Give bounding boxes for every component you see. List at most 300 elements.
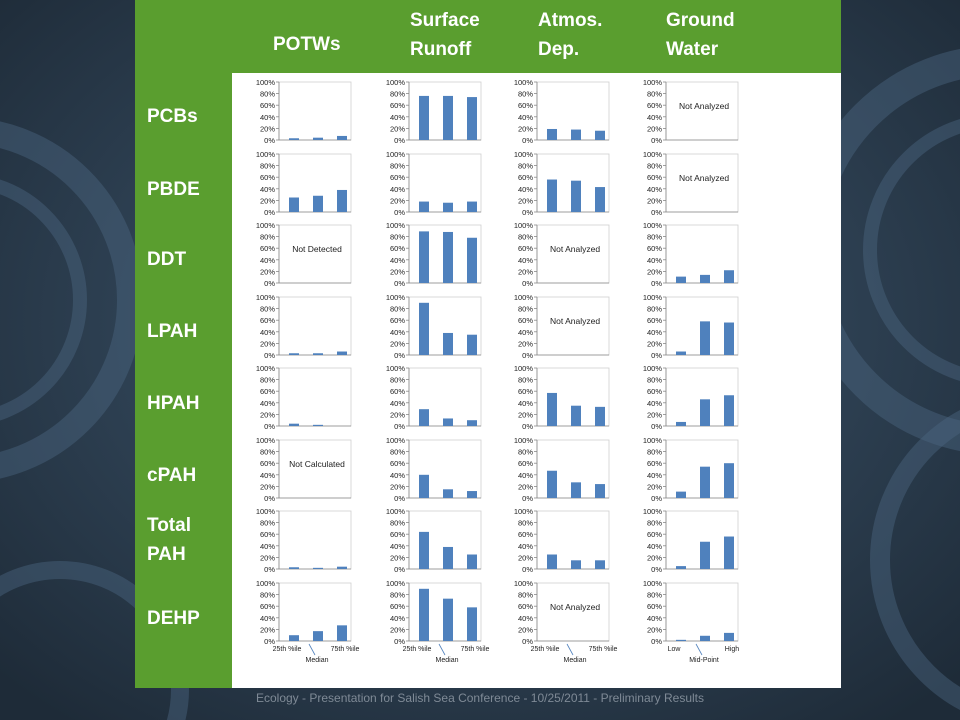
y-tick-label: 0% — [651, 136, 662, 145]
y-tick-label: 100% — [642, 364, 662, 373]
panel-total-pah-potws — [256, 507, 351, 574]
bar — [467, 555, 477, 570]
y-tick-label: 60% — [389, 387, 405, 397]
y-tick-label: 100% — [513, 507, 533, 516]
y-tick-label: 20% — [646, 625, 662, 635]
y-tick-label: 20% — [259, 625, 275, 635]
y-tick-label: 40% — [389, 541, 405, 551]
plot-frame — [279, 225, 351, 283]
y-tick-label: 20% — [389, 482, 405, 492]
panel-hpah-atmos-dep — [514, 364, 609, 431]
bar — [676, 352, 686, 355]
y-tick-label: 60% — [517, 530, 533, 540]
y-tick-label: 80% — [389, 89, 405, 99]
bar — [443, 418, 453, 426]
y-tick-label: 60% — [259, 316, 275, 326]
bar — [724, 323, 734, 355]
bar — [313, 196, 323, 212]
y-tick-label: 80% — [389, 304, 405, 314]
y-tick-label: 40% — [646, 470, 662, 480]
y-tick-label: 40% — [646, 255, 662, 265]
y-tick-label: 80% — [389, 232, 405, 242]
y-tick-label: 40% — [389, 470, 405, 480]
bar — [676, 566, 686, 569]
y-tick-label: 100% — [255, 150, 275, 159]
bar — [467, 335, 477, 355]
bar — [289, 138, 299, 140]
bar — [595, 407, 605, 426]
panel-ddt-atmos-dep — [514, 221, 609, 288]
y-tick-label: 60% — [646, 530, 662, 540]
y-tick-label: 0% — [522, 279, 533, 288]
bar — [571, 181, 581, 212]
y-tick-label: 60% — [389, 459, 405, 469]
y-tick-label: 100% — [255, 78, 275, 87]
panel-cpah-ground-water — [643, 436, 738, 503]
y-tick-label: 0% — [651, 494, 662, 503]
y-tick-label: 80% — [646, 590, 662, 600]
bar — [571, 482, 581, 498]
x-label-middle: Median — [563, 657, 587, 664]
panel-dehp-ground-water — [643, 579, 738, 646]
y-tick-label: 60% — [259, 101, 275, 111]
bar — [313, 568, 323, 569]
y-tick-label: 100% — [513, 78, 533, 87]
y-tick-label: 80% — [517, 447, 533, 457]
plot-frame — [666, 154, 738, 212]
y-tick-label: 100% — [513, 364, 533, 373]
y-tick-label: 100% — [385, 579, 405, 588]
y-tick-label: 40% — [517, 470, 533, 480]
y-tick-label: 20% — [259, 196, 275, 206]
y-tick-label: 80% — [259, 447, 275, 457]
y-tick-label: 40% — [259, 255, 275, 265]
y-tick-label: 60% — [646, 316, 662, 326]
bar — [289, 567, 299, 569]
bar — [313, 353, 323, 355]
plot-frame — [279, 368, 351, 426]
y-tick-label: 40% — [517, 327, 533, 337]
y-tick-label: 20% — [646, 482, 662, 492]
panel-cpah-potws — [256, 436, 351, 503]
y-tick-label: 60% — [517, 316, 533, 326]
bar — [676, 492, 686, 498]
y-tick-label: 40% — [389, 112, 405, 122]
y-tick-label: 60% — [389, 244, 405, 254]
bar — [724, 270, 734, 283]
y-tick-label: 100% — [642, 436, 662, 445]
y-tick-label: 40% — [646, 613, 662, 623]
panel-lpah-atmos-dep — [514, 293, 609, 360]
y-tick-label: 100% — [255, 436, 275, 445]
bar — [419, 532, 429, 569]
y-tick-label: 0% — [522, 565, 533, 574]
y-tick-label: 40% — [389, 398, 405, 408]
y-tick-label: 60% — [389, 173, 405, 183]
y-tick-label: 0% — [264, 494, 275, 503]
y-tick-label: 0% — [522, 494, 533, 503]
y-tick-label: 100% — [642, 221, 662, 230]
y-tick-label: 60% — [389, 101, 405, 111]
bar — [571, 406, 581, 426]
bar — [676, 422, 686, 426]
y-tick-label: 80% — [646, 161, 662, 171]
row-header-total-pah: Total PAH — [147, 515, 191, 565]
panel-total-pah-atmos-dep — [514, 507, 609, 574]
x-label-left: 25th %ile — [402, 646, 432, 653]
y-tick-label: 80% — [517, 161, 533, 171]
y-tick-label: 80% — [646, 518, 662, 528]
y-tick-label: 20% — [646, 339, 662, 349]
y-tick-label: 20% — [389, 196, 405, 206]
panel-cpah-atmos-dep — [514, 436, 609, 503]
bar — [419, 96, 429, 140]
y-tick-label: 60% — [517, 101, 533, 111]
y-tick-label: 0% — [522, 136, 533, 145]
y-tick-label: 40% — [389, 327, 405, 337]
panel-pbde-potws — [256, 150, 351, 217]
bar — [467, 238, 477, 283]
y-tick-label: 100% — [385, 293, 405, 302]
y-tick-label: 20% — [389, 339, 405, 349]
panel-lpah-potws — [256, 293, 351, 360]
y-tick-label: 20% — [646, 124, 662, 134]
y-tick-label: 40% — [646, 112, 662, 122]
x-label-middle: Mid-Point — [689, 657, 719, 664]
y-tick-label: 20% — [259, 124, 275, 134]
y-tick-label: 100% — [385, 150, 405, 159]
bar — [443, 489, 453, 498]
y-tick-label: 80% — [259, 518, 275, 528]
y-tick-label: 80% — [259, 161, 275, 171]
y-tick-label: 80% — [259, 232, 275, 242]
y-tick-label: 0% — [394, 494, 405, 503]
y-tick-label: 0% — [651, 422, 662, 431]
y-tick-label: 20% — [389, 124, 405, 134]
y-tick-label: 20% — [259, 553, 275, 563]
y-tick-label: 100% — [513, 436, 533, 445]
y-tick-label: 0% — [394, 422, 405, 431]
y-tick-label: 100% — [255, 507, 275, 516]
panel-note: Not Analyzed — [678, 101, 730, 111]
y-tick-label: 0% — [651, 208, 662, 217]
panel-dehp-atmos-dep — [514, 579, 609, 646]
plot-frame — [537, 583, 609, 641]
y-tick-label: 20% — [389, 625, 405, 635]
x-axis-legend-surface-runoff — [403, 644, 490, 664]
y-tick-label: 20% — [517, 124, 533, 134]
panel-note: Not Analyzed — [549, 244, 601, 254]
panel-note: Not Analyzed — [549, 602, 601, 612]
bar — [547, 393, 557, 426]
y-tick-label: 100% — [513, 150, 533, 159]
panel-pcbs-atmos-dep — [514, 78, 609, 145]
x-label-left: 25th %ile — [272, 646, 302, 653]
y-tick-label: 20% — [646, 553, 662, 563]
y-tick-label: 60% — [259, 387, 275, 397]
y-tick-label: 40% — [517, 184, 533, 194]
x-label-left: 25th %ile — [530, 646, 560, 653]
y-tick-label: 100% — [642, 150, 662, 159]
y-tick-label: 40% — [259, 184, 275, 194]
plot-frame — [279, 297, 351, 355]
y-tick-label: 80% — [517, 518, 533, 528]
y-tick-label: 40% — [646, 184, 662, 194]
x-label-middle: Median — [305, 657, 329, 664]
y-tick-label: 60% — [646, 101, 662, 111]
y-tick-label: 60% — [259, 173, 275, 183]
bar — [419, 303, 429, 355]
y-tick-label: 20% — [259, 339, 275, 349]
y-tick-label: 40% — [259, 398, 275, 408]
y-tick-label: 60% — [259, 244, 275, 254]
y-tick-label: 40% — [646, 327, 662, 337]
y-tick-label: 40% — [517, 112, 533, 122]
plot-frame — [666, 583, 738, 641]
panel-dehp-surface-runoff — [386, 579, 481, 646]
y-tick-label: 80% — [389, 447, 405, 457]
y-tick-label: 60% — [646, 602, 662, 612]
x-label-middle: Median — [435, 657, 459, 664]
y-tick-label: 80% — [389, 161, 405, 171]
y-tick-label: 80% — [389, 590, 405, 600]
panel-note: Not Detected — [292, 244, 342, 254]
panel-cpah-surface-runoff — [386, 436, 481, 503]
y-tick-label: 60% — [646, 459, 662, 469]
bar — [337, 136, 347, 140]
bar — [419, 231, 429, 283]
y-tick-label: 80% — [259, 89, 275, 99]
y-tick-label: 60% — [517, 602, 533, 612]
y-tick-label: 20% — [646, 267, 662, 277]
y-tick-label: 60% — [259, 459, 275, 469]
y-tick-label: 60% — [517, 387, 533, 397]
y-tick-label: 0% — [651, 351, 662, 360]
y-tick-label: 100% — [385, 507, 405, 516]
bar — [700, 275, 710, 283]
y-tick-label: 40% — [646, 541, 662, 551]
bar — [443, 203, 453, 212]
y-tick-label: 40% — [517, 541, 533, 551]
y-tick-label: 100% — [255, 221, 275, 230]
panel-total-pah-ground-water — [643, 507, 738, 574]
bar — [419, 202, 429, 212]
row-header-hpah: HPAH — [147, 393, 200, 414]
bar — [595, 560, 605, 569]
y-tick-label: 20% — [517, 267, 533, 277]
y-tick-label: 80% — [259, 375, 275, 385]
plot-frame — [537, 297, 609, 355]
y-tick-label: 60% — [389, 602, 405, 612]
bar — [443, 96, 453, 140]
y-tick-label: 40% — [646, 398, 662, 408]
y-tick-label: 80% — [259, 304, 275, 314]
bar — [443, 333, 453, 355]
bar — [467, 97, 477, 140]
y-tick-label: 0% — [394, 279, 405, 288]
y-tick-label: 80% — [646, 447, 662, 457]
y-tick-label: 80% — [517, 375, 533, 385]
y-tick-label: 40% — [389, 613, 405, 623]
y-tick-label: 80% — [646, 89, 662, 99]
column-header-ground-water: Ground Water — [666, 10, 735, 60]
panel-total-pah-surface-runoff — [386, 507, 481, 574]
y-tick-label: 80% — [517, 89, 533, 99]
x-axis-legend-ground-water — [668, 644, 740, 664]
y-tick-label: 80% — [389, 375, 405, 385]
y-tick-label: 80% — [646, 232, 662, 242]
plot-frame — [666, 82, 738, 140]
y-tick-label: 20% — [646, 410, 662, 420]
y-tick-label: 0% — [651, 279, 662, 288]
footer-text: Ecology - Presentation for Salish Sea Conference - 10/25/2011 - Preliminary Results — [255, 691, 704, 705]
bar — [443, 599, 453, 641]
panel-hpah-surface-runoff — [386, 364, 481, 431]
y-tick-label: 0% — [394, 351, 405, 360]
y-tick-label: 0% — [394, 565, 405, 574]
bar — [571, 560, 581, 569]
y-tick-label: 60% — [517, 173, 533, 183]
median-pointer-line — [696, 644, 702, 655]
y-tick-label: 40% — [259, 541, 275, 551]
bar — [595, 187, 605, 212]
y-tick-label: 40% — [259, 327, 275, 337]
bar — [700, 321, 710, 355]
row-header-lpah: LPAH — [147, 321, 198, 342]
bar — [289, 635, 299, 641]
y-tick-label: 100% — [385, 364, 405, 373]
panel-note: Not Calculated — [289, 459, 345, 469]
y-tick-label: 80% — [389, 518, 405, 528]
median-pointer-line — [567, 644, 573, 655]
bar — [419, 409, 429, 426]
y-tick-label: 60% — [517, 459, 533, 469]
y-tick-label: 20% — [259, 482, 275, 492]
bar — [724, 633, 734, 641]
panel-dehp-potws — [256, 579, 351, 646]
bar — [676, 640, 686, 641]
y-tick-label: 60% — [389, 530, 405, 540]
y-tick-label: 100% — [642, 293, 662, 302]
bar — [700, 636, 710, 641]
bar — [595, 131, 605, 140]
y-tick-label: 0% — [522, 351, 533, 360]
y-tick-label: 20% — [259, 410, 275, 420]
panel-pbde-ground-water — [643, 150, 738, 217]
plot-frame — [537, 225, 609, 283]
y-tick-label: 0% — [264, 565, 275, 574]
y-tick-label: 80% — [646, 304, 662, 314]
y-tick-label: 20% — [389, 553, 405, 563]
panel-ddt-ground-water — [643, 221, 738, 288]
bar — [313, 425, 323, 426]
panel-hpah-ground-water — [643, 364, 738, 431]
y-tick-label: 0% — [264, 136, 275, 145]
y-tick-label: 0% — [264, 637, 275, 646]
bar — [700, 467, 710, 498]
panel-ddt-surface-runoff — [386, 221, 481, 288]
bar — [313, 631, 323, 641]
y-tick-label: 60% — [259, 530, 275, 540]
y-tick-label: 80% — [646, 375, 662, 385]
y-tick-label: 100% — [255, 364, 275, 373]
y-tick-label: 100% — [513, 221, 533, 230]
y-tick-label: 20% — [389, 267, 405, 277]
panel-note: Not Analyzed — [549, 316, 601, 326]
panel-pbde-surface-runoff — [386, 150, 481, 217]
panel-pbde-atmos-dep — [514, 150, 609, 217]
bar — [419, 589, 429, 641]
y-tick-label: 0% — [522, 422, 533, 431]
y-tick-label: 40% — [259, 613, 275, 623]
row-header-dehp: DEHP — [147, 608, 200, 629]
y-tick-label: 80% — [259, 590, 275, 600]
y-tick-label: 100% — [385, 221, 405, 230]
y-tick-label: 60% — [646, 173, 662, 183]
y-tick-label: 20% — [517, 625, 533, 635]
y-tick-label: 40% — [517, 398, 533, 408]
plot-frame — [279, 82, 351, 140]
y-tick-label: 20% — [517, 339, 533, 349]
y-tick-label: 60% — [389, 316, 405, 326]
x-label-right: 75th %ile — [588, 646, 618, 653]
column-header-atmos-dep: Atmos. Dep. — [538, 10, 603, 60]
y-tick-label: 100% — [513, 293, 533, 302]
bar — [547, 555, 557, 570]
bar — [467, 607, 477, 641]
y-tick-label: 100% — [642, 507, 662, 516]
y-tick-label: 0% — [651, 565, 662, 574]
bar — [289, 198, 299, 213]
bar — [467, 420, 477, 426]
column-header-surface-runoff: Surface Runoff — [410, 10, 480, 60]
y-tick-label: 100% — [642, 78, 662, 87]
column-header-potws: POTWs — [273, 34, 341, 55]
bar — [595, 484, 605, 498]
bar — [313, 138, 323, 140]
y-tick-label: 100% — [385, 78, 405, 87]
plot-frame — [279, 511, 351, 569]
panel-hpah-potws — [256, 364, 351, 431]
y-tick-label: 100% — [385, 436, 405, 445]
bar — [289, 424, 299, 426]
x-label-right: High — [724, 646, 740, 653]
bar — [547, 180, 557, 212]
bar — [467, 491, 477, 498]
x-axis-legend-potws — [273, 644, 360, 664]
y-tick-label: 20% — [517, 410, 533, 420]
panel-lpah-surface-runoff — [386, 293, 481, 360]
bar — [676, 277, 686, 283]
y-tick-label: 40% — [259, 112, 275, 122]
y-tick-label: 0% — [264, 208, 275, 217]
y-tick-label: 60% — [517, 244, 533, 254]
y-tick-label: 0% — [394, 637, 405, 646]
bar — [419, 475, 429, 498]
y-tick-label: 80% — [517, 590, 533, 600]
y-tick-label: 80% — [517, 232, 533, 242]
y-tick-label: 20% — [517, 553, 533, 563]
y-tick-label: 20% — [646, 196, 662, 206]
y-tick-label: 20% — [389, 410, 405, 420]
panel-note: Not Analyzed — [678, 173, 730, 183]
bar — [337, 352, 347, 355]
y-tick-label: 0% — [264, 279, 275, 288]
y-tick-label: 0% — [264, 351, 275, 360]
x-axis-legend-atmos-dep — [531, 644, 618, 664]
y-tick-label: 0% — [522, 637, 533, 646]
bar — [443, 547, 453, 569]
